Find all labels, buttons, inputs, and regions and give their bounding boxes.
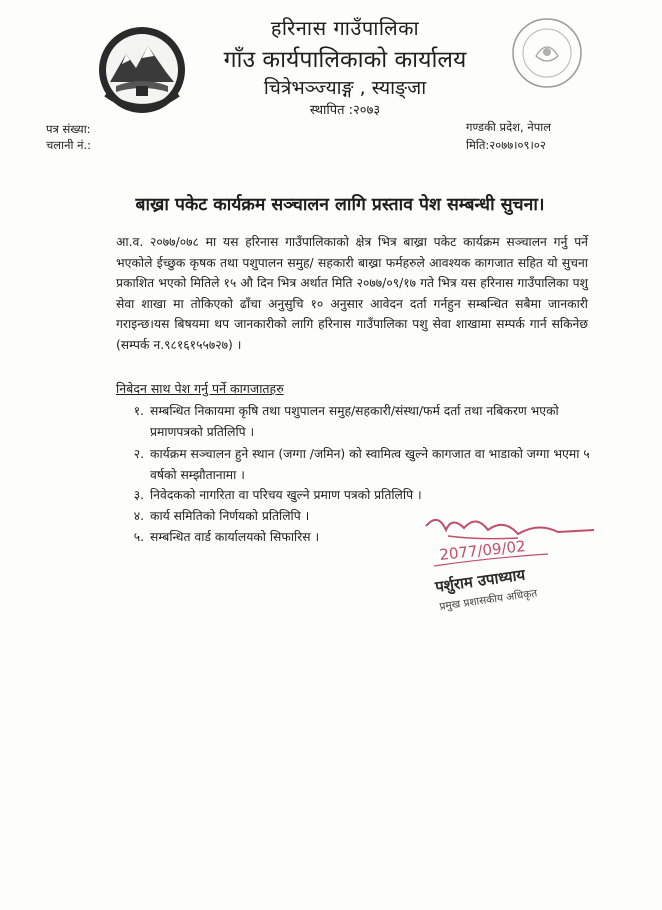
requirements-heading: निबेदन साथ पेश गर्नु पर्ने कागजातहरु [116, 381, 284, 396]
requirement-number: ४. [133, 509, 144, 523]
requirement-number: २. [133, 447, 144, 461]
notice-title: बाख्रा पकेट कार्यक्रम सञ्चालन लागि प्रस्ताव पेश सम्बन्धी सुचना। [135, 195, 545, 215]
requirement-text: सम्बन्धित निकायमा कृषि तथा पशुपालन समुह/सहकारी/संस्था/फर्म दर्ता तथा नबिकरण भएको प्रमाणपत्रको प्रतिलिपि । [150, 404, 559, 439]
office-seal-icon [508, 14, 586, 92]
requirement-number: ३. [133, 488, 144, 502]
requirement-number: ५. [133, 530, 144, 544]
officer-name: पर्शुराम उपाध्याय [434, 565, 527, 596]
nepal-emblem-icon [96, 24, 188, 116]
officer-signature [418, 508, 598, 618]
office-location: चित्रेभञ्ज्याङ्ग , स्याङ्जा [263, 77, 427, 99]
requirement-item [116, 444, 594, 485]
signature-date: 2077/09/02 [438, 537, 527, 564]
requirement-text: कार्यक्रम सञ्चालन हुने स्थान (जग्गा /जमिन) को स्वामित्व खुल्ने कागजात वा भाडाको जग्गा भएमा ५ वर्षको सम्झौतानामा । [150, 447, 590, 482]
letter-number-label: पत्र संख्या: [46, 122, 91, 136]
requirement-text: निवेदकको नागरिता वा परिचय खुल्ने प्रमाण पत्रको प्रतिलिपि । [150, 488, 422, 502]
municipality-name: हरिनास गाउँपालिका [270, 16, 420, 40]
requirement-item [116, 485, 594, 506]
office-name: गाँउ कार्यपालिकाको कार्यालय [223, 47, 467, 73]
requirement-text: सम्बन्धित वार्ड कार्यालयको सिफारिस । [150, 530, 320, 544]
requirement-number: १. [133, 404, 144, 418]
requirement-item [116, 401, 594, 442]
dispatch-number-label: चलानी नं.: [46, 138, 92, 152]
notice-body: आ.व. २०७७/०७८ मा यस हरिनास गाउँपालिकाको क्षेत्र भित्र बाख्रा पकेट कार्यक्रम सञ्चालन गर्नु पर्ने भएकोले ईच्छुक कृषक तथा पशुपालन समुह/ सहकारी बाख्रा फर्महरुले आवश्यक कागजात सहित यो सुचना प्रकाशित भएको मितिले १५ औ दिन भित्र अर्थात मिति २०७७/०९/१७ गते भित्र यस हरिनास गाउँपालिका पशु सेवा शाखा मा तोकिएको ढाँचा अनुसुचि १० अनुसार आवेदन दर्ता गर्नहुन सम्बन्धित सबैमा जानकारी गराइन्छ।यस बिषयमा थप जानकारीको लागि हरिनास गाउँपालिका पशु सेवा शाखामा सम्पर्क गार्न सकिनेछ (सम्पर्क न.९८१६१५५७२७) । [116, 235, 588, 352]
notice-date: मिति:२०७७।०९।०२ [466, 138, 546, 152]
province-label: गण्डकी प्रदेश, नेपाल [466, 120, 552, 134]
established-year: स्थापित :२०७३ [309, 103, 381, 118]
officer-designation: प्रमुख प्रशासकीय अधिकृत [438, 587, 539, 613]
requirement-text: कार्य समितिको निर्णयको प्रतिलिपि । [150, 509, 310, 523]
